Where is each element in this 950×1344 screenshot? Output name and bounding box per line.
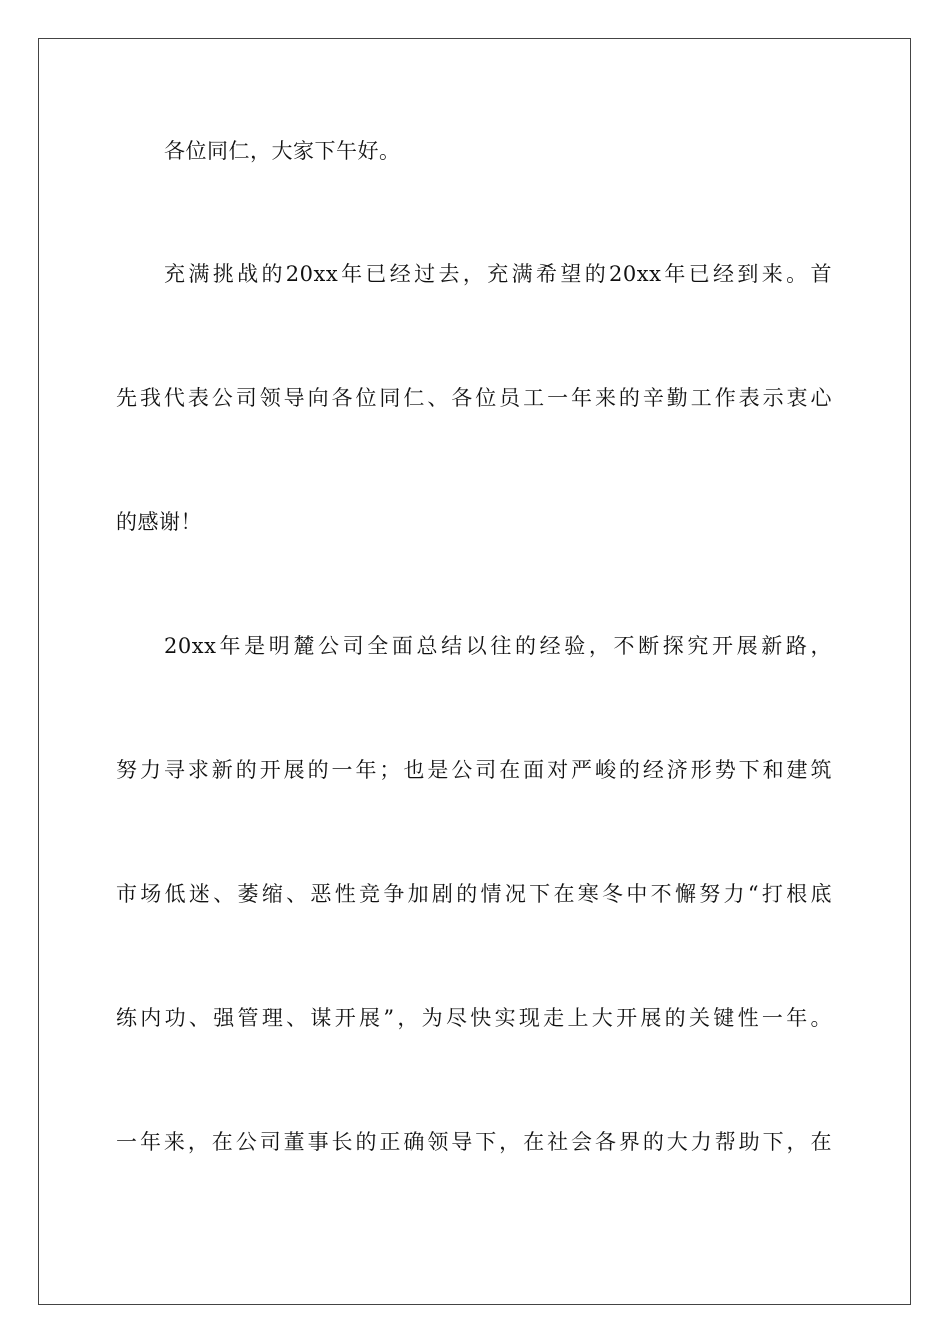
paragraph-1-line-3: 的感谢！ bbox=[116, 510, 202, 534]
paragraph-2-line-2: 努力寻求新的开展的一年；也是公司在面对严峻的经济形势下和建筑 bbox=[116, 758, 832, 782]
paragraph-2-line-3: 市场低迷、萎缩、恶性竞争加剧的情况下在寒冬中不懈努力“打根底 bbox=[116, 882, 832, 906]
paragraph-3-line-1: 一年来，在公司董事长的正确领导下，在社会各界的大力帮助下，在 bbox=[116, 1130, 832, 1154]
paragraph-1-line-1: 充满挑战的20xx年已经过去，充满希望的20xx年已经到来。首 bbox=[164, 262, 832, 286]
paragraph-1-line-2: 先我代表公司领导向各位同仁、各位员工一年来的辛勤工作表示衷心 bbox=[116, 386, 832, 410]
greeting-line: 各位同仁，大家下午好。 bbox=[164, 139, 401, 163]
page-border bbox=[38, 38, 911, 1305]
paragraph-2-line-1: 20xx年是明麓公司全面总结以往的经验，不断探究开展新路， bbox=[164, 634, 832, 658]
paragraph-2-line-4: 练内功、强管理、谋开展”，为尽快实现走上大开展的关键性一年。 bbox=[116, 1006, 832, 1030]
